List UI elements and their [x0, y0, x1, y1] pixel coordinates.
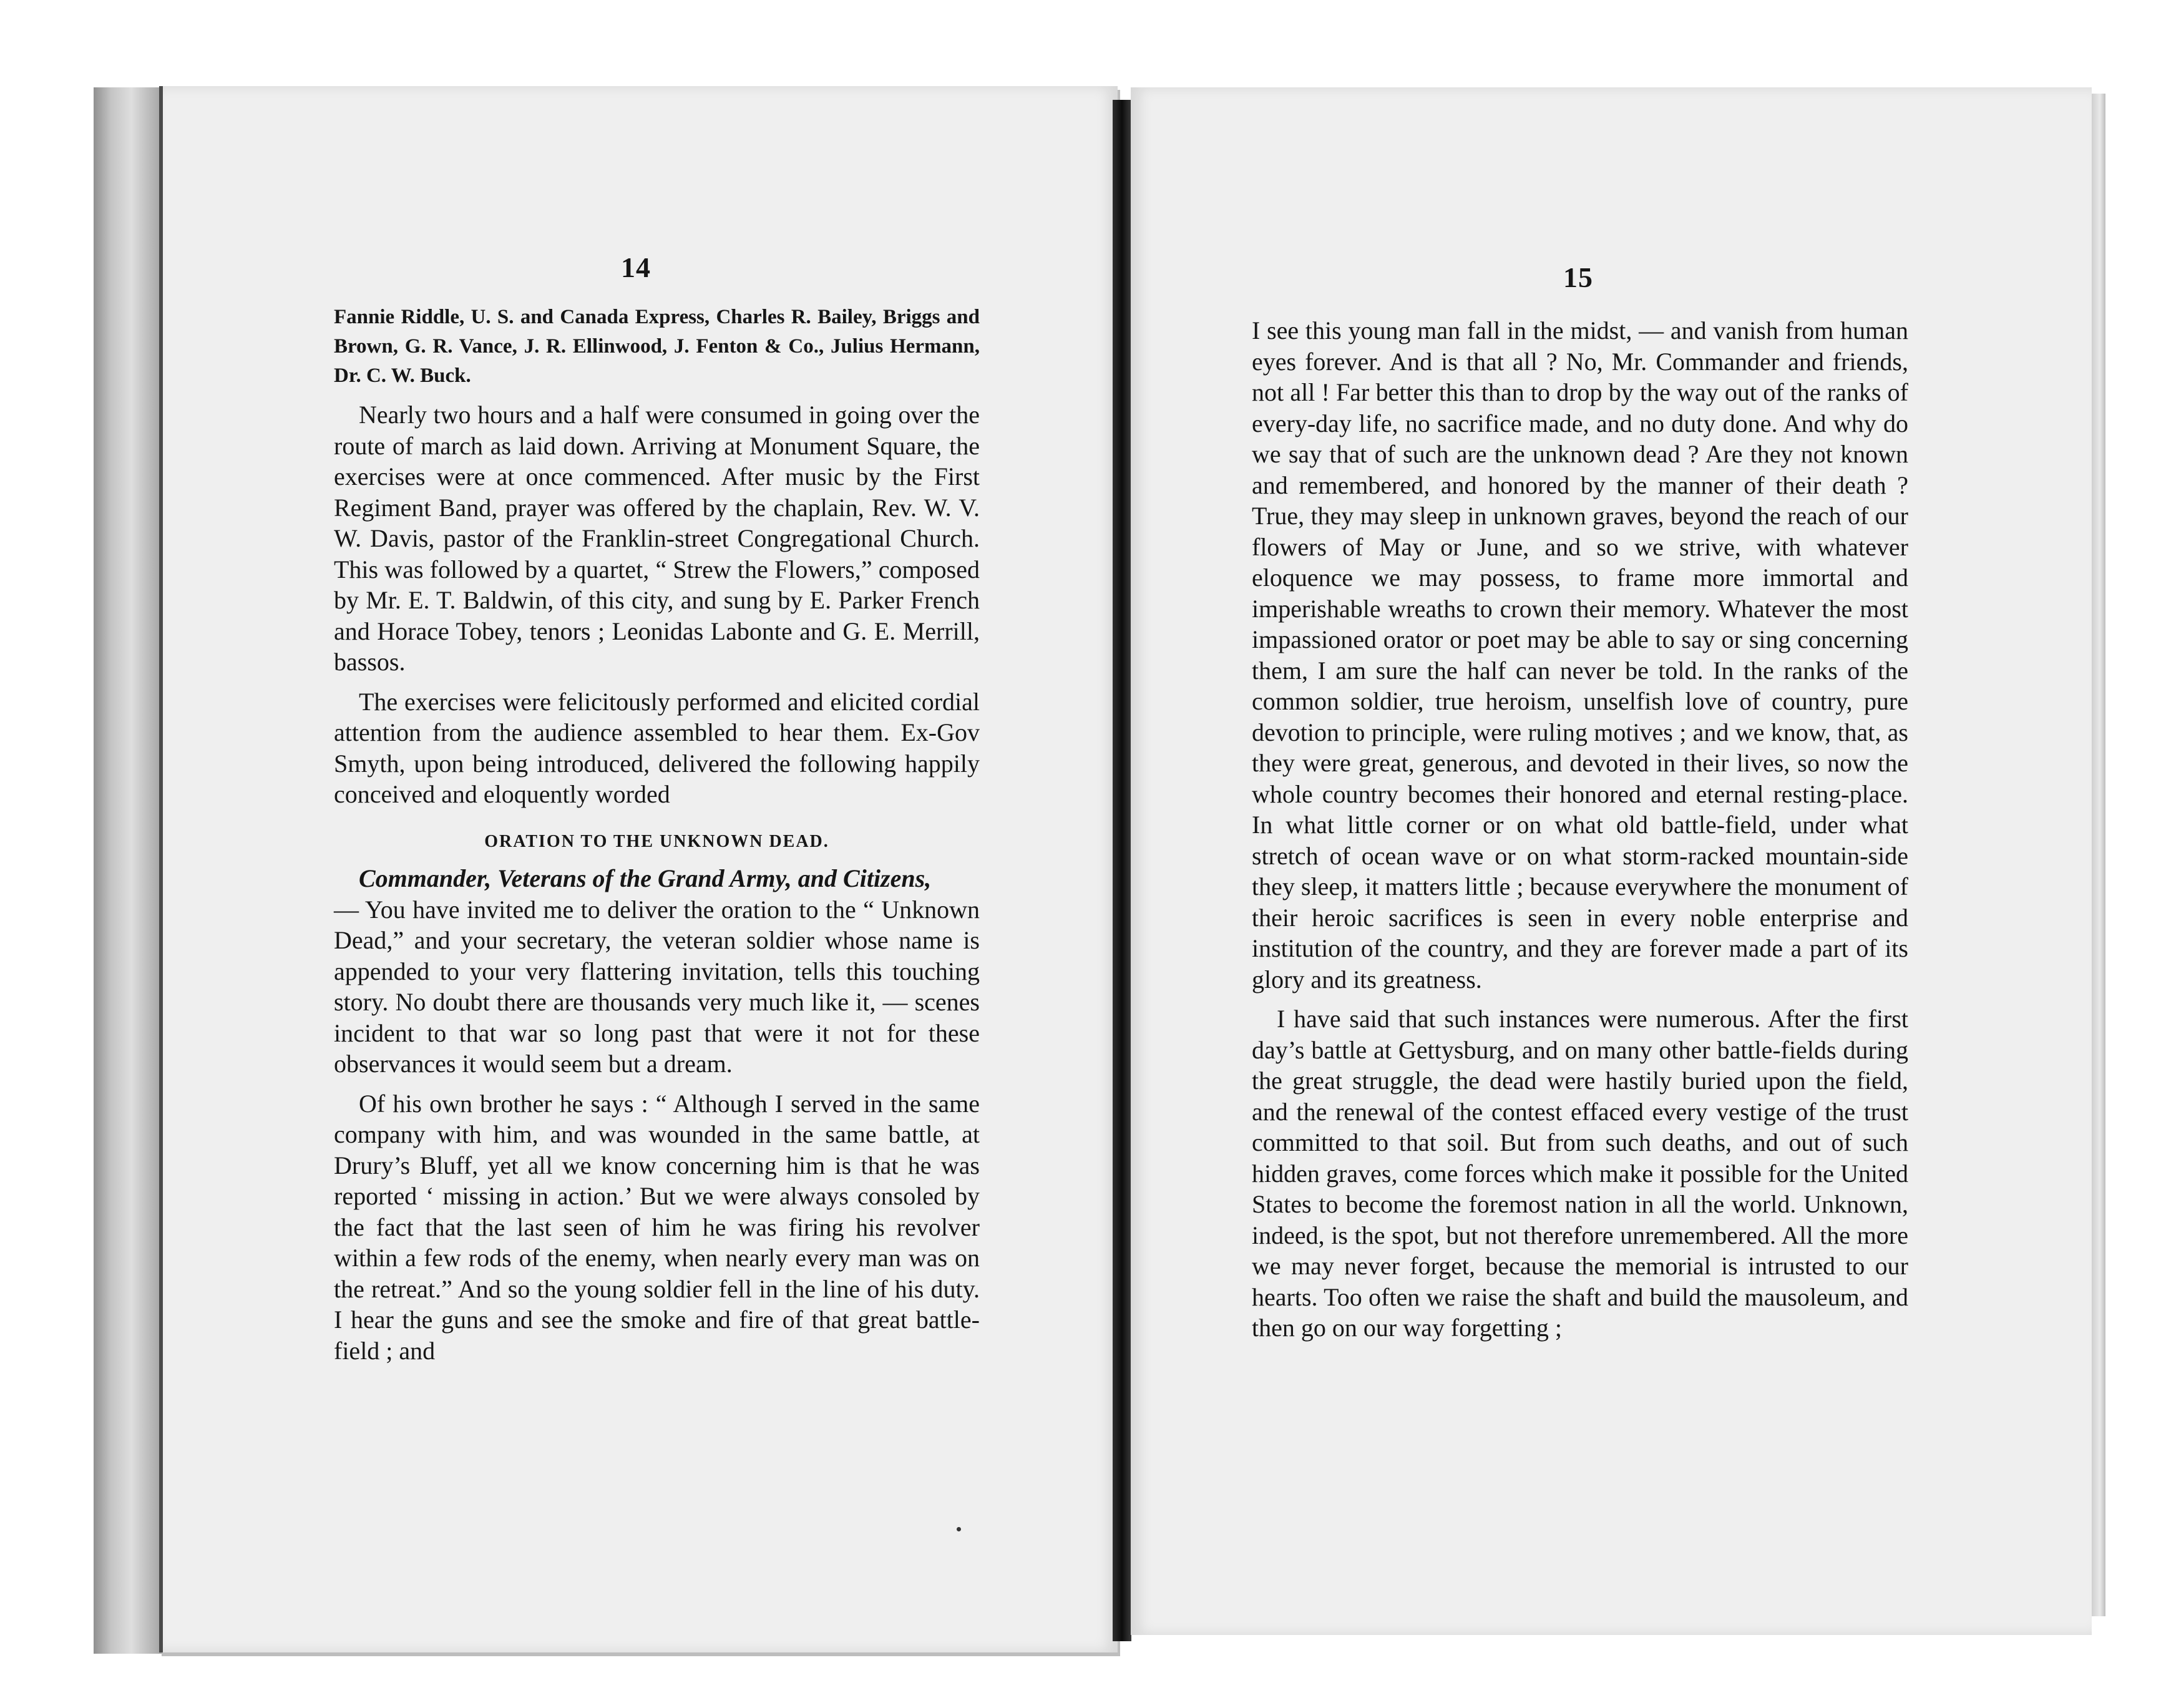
oration-paragraph-invitation: — You have invited me to deliver the oration to the “ Unknown Dead,” and your secretary, the veteran soldier whose name is appended to your very flattering invitation, tells this touching story. No doubt there are thousands very much like it, — scenes incident to that war so long past that were it not for these observances it would seem but a dream. — [334, 895, 980, 1078]
page-number-right: 15 — [1563, 261, 1593, 293]
oration-opening — [334, 863, 980, 1080]
ink-speck — [957, 1527, 961, 1531]
book-spine-left-edge — [94, 87, 162, 1654]
book-gutter — [1113, 100, 1131, 1641]
oration-salutation: Commander, Veterans of the Grand Army, and Citizens, — [359, 864, 932, 892]
paragraph-young-man: I see this young man fall in the midst, — and vanish from human eyes forever. And is that all ? No, Mr. Commander and friends, not all ! Far better this than to drop by the way out of the ranks of every-day life, no sacrifice made, and no duty done. And why do we say that of such are the unknown dead ? Are they not known and remembered, and honored by the manner of their death ? True, they may sleep in unknown graves, beyond the reach of our flowers of May or June, and so we strive, with whatever eloquence we may possess, to frame more immortal and imperishable wreaths to crown their memory. Whatever the most impassioned orator or poet may be able to say or sing concerning them, I am sure the half can never be told. In the ranks of the common soldier, true heroism, unselfish love of country, pure devotion to principle, were ruling motives ; and we know, that, as they were great, generous, and devoted in their lives, so now the whole country becomes their honored and eternal resting-place. In what little corner or on what old battle-field, under what stretch of ocean wave or on what storm-racked mountain-side they sleep, it matters little ; because everywhere the monument of their heroic sacrifices is seen in every noble enterprise and institution of the country, and they are forever made a part of its glory and its greatness. — [1252, 316, 1908, 993]
oration-paragraph-brother: Of his own brother he says : “ Although I served in the same company with him, and was wounded in the same battle, at Drury’s Bluff, yet all we know concerning him is that he was reported ‘ missing in action.’ But we were always consoled by the fact that the last seen of him he was firing his revolver within a few rods of the enemy, when nearly every man was on the retreat.” And so the young soldier fell in the line of his duty. I hear the guns and see the smoke and fire of that great battle-field ; and — [334, 1089, 980, 1365]
left-page-text — [334, 303, 980, 1366]
oration-heading: ORATION TO THE UNKNOWN DEAD. — [484, 831, 829, 851]
contributors-list: Fannie Riddle, U. S. and Canada Express, Charles R. Bailey, Briggs and Brown, G. R. Vance, J. R. Ellinwood, J. Fenton & Co., Julius Hermann, Dr. C. W. Buck. — [334, 306, 980, 387]
right-page-text — [1252, 315, 1908, 1344]
page-number-left: 14 — [621, 251, 651, 283]
paragraph-gettysburg: I have said that such instances were numerous. After the first day’s battle at Gettysburg, and on many other battle-fields during the great struggle, the dead were hastily buried upon the field, and the renewal of the contest effaced every vestige of the trust committed to that soil. But from such deaths, and out of such hidden graves, come forces which make it possible for the United States to become the foremost nation in all the world. Unknown, indeed, is the spot, but not therefore unremembered. All the more we may never forget, because the memorial is intrusted to our hearts. Too often we raise the shaft and build the mausoleum, and then go on our way forgetting ; — [1252, 1005, 1908, 1342]
paragraph-exercises: The exercises were felicitously performed and elicited cordial attention from the audience assembled to hear them. Ex-Gov Smyth, upon being introduced, delivered the following happily conceived and eloquently worded — [334, 687, 980, 808]
book-right-page-edge — [2092, 94, 2105, 1616]
paragraph-march-route: Nearly two hours and a half were consumed in going over the route of march as laid down. Arriving at Monument Square, the exercises were at once commenced. After music by the First Regiment Band, prayer was offered by the chaplain, Rev. W. V. W. Davis, pastor of the Franklin-street Congregational Church. This was followed by a quartet, “ Strew the Flowers,” composed by Mr. E. T. Baldwin, of this city, and sung by E. Parker French and Horace Tobey, tenors ; Leonidas Labonte and G. E. Merrill, bassos. — [334, 401, 980, 676]
